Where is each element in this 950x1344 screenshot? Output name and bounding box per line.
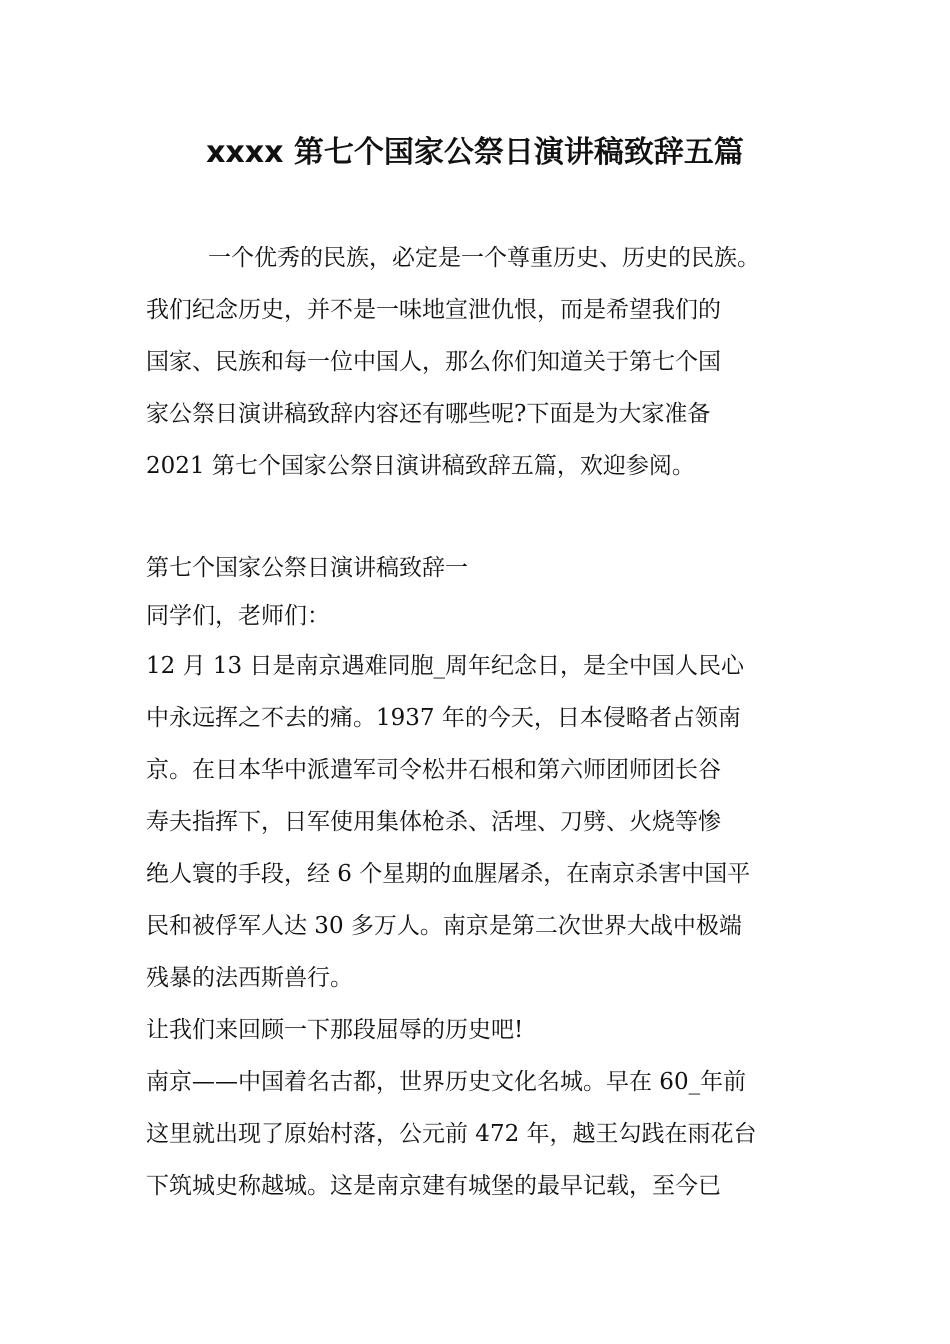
intro-line: 2021 第七个国家公祭日演讲稿致辞五篇，欢迎参阅。 xyxy=(146,453,695,479)
paragraph-line: 12 月 13 日是南京遇难同胞_周年纪念日，是全中国人民心 xyxy=(146,653,744,679)
paragraph-line: 残暴的法西斯兽行。 xyxy=(146,965,353,991)
intro-line: 家公祭日演讲稿致辞内容还有哪些呢?下面是为大家准备 xyxy=(146,401,711,427)
paragraph-line: 中永远挥之不去的痛。1937 年的今天，日本侵略者占领南 xyxy=(146,705,741,731)
body-paragraph-1 xyxy=(146,640,826,1004)
intro-line: 国家、民族和每一位中国人，那么你们知道关于第七个国 xyxy=(146,349,721,375)
paragraph-line: 南京——中国着名古都，世界历史文化名城。早在 60_年前 xyxy=(146,1069,747,1095)
document-body xyxy=(146,232,826,1212)
section-heading: 第七个国家公祭日演讲稿致辞一 xyxy=(146,555,468,581)
intro-line: 一个优秀的民族，必定是一个尊重历史、历史的民族。 xyxy=(208,245,760,271)
document-title: xxxx 第七个国家公祭日演讲稿致辞五篇 xyxy=(206,135,744,170)
paragraph-line: 绝人寰的手段，经 6 个星期的血腥屠杀，在南京杀害中国平 xyxy=(146,861,751,887)
paragraph-line: 寿夫指挥下，日军使用集体枪杀、活埋、刀劈、火烧等惨 xyxy=(146,809,721,835)
intro-line: 我们纪念历史，并不是一味地宣泄仇恨，而是希望我们的 xyxy=(146,297,721,323)
intro-paragraph xyxy=(146,232,826,492)
paragraph-line: 京。在日本华中派遣军司令松井石根和第六师团师团长谷 xyxy=(146,757,721,783)
body-paragraph-2: 让我们来回顾一下那段屈辱的历史吧! xyxy=(146,1017,524,1043)
body-paragraph-3 xyxy=(146,1056,826,1212)
paragraph-line: 这里就出现了原始村落，公元前 472 年，越王勾践在雨花台 xyxy=(146,1121,757,1147)
paragraph-line: 下筑城史称越城。这是南京建有城堡的最早记载，至今已 xyxy=(146,1173,721,1199)
paragraph-line: 民和被俘军人达 30 多万人。南京是第二次世界大战中极端 xyxy=(146,913,742,939)
salutation: 同学们，老师们： xyxy=(146,603,330,629)
